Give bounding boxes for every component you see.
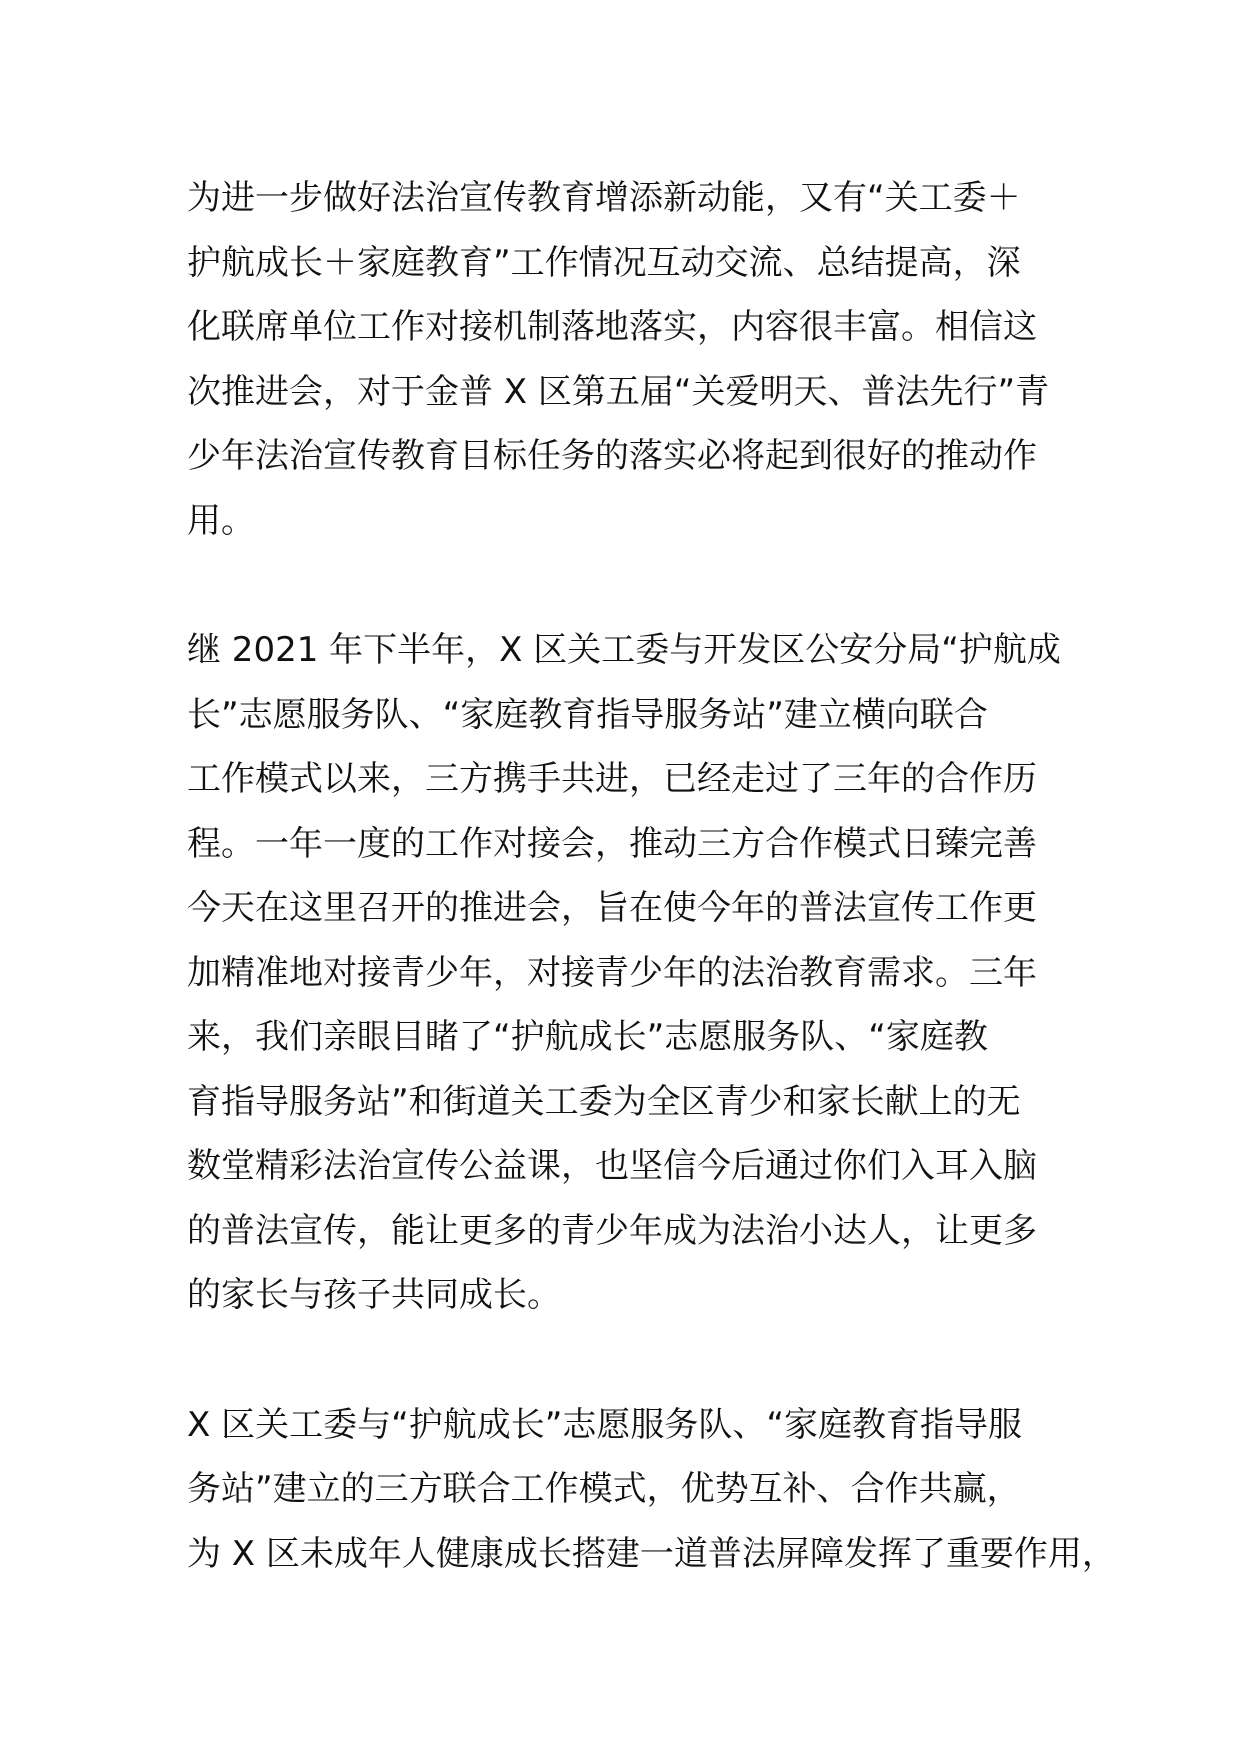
text-line: 化联席单位工作对接机制落地落实，内容很丰富。相信这 xyxy=(187,307,1037,347)
text-line: 加精准地对接青少年，对接青少年的法治教育需求。三年 xyxy=(187,952,1037,993)
text-line: 工作模式以来，三方携手共进，已经走过了三年的合作历 xyxy=(187,759,1037,799)
text-line: 护航成长＋家庭教育”工作情况互动交流、总结提高，深 xyxy=(187,242,1021,283)
paragraph-spacer xyxy=(187,553,1087,618)
text-line: 务站”建立的三方联合工作模式，优势互补、合作共赢， xyxy=(187,1469,1021,1509)
text-line: 程。一年一度的工作对接会，推动三方合作模式日臻完善 xyxy=(187,823,1037,864)
paragraph-1 xyxy=(187,166,1087,553)
document-body xyxy=(187,166,1116,1586)
text-line: 育指导服务站”和街道关工委为全区青少和家长献上的无 xyxy=(187,1081,1021,1122)
text-line: 少年法治宣传教育目标任务的落实必将起到很好的推动作 xyxy=(187,436,1037,476)
text-line: 今天在这里召开的推进会，旨在使今年的普法宣传工作更 xyxy=(187,888,1037,928)
text-line: 为 X 区未成年人健康成长搭建一道普法屏障发挥了重要作用， xyxy=(187,1533,1116,1574)
text-line: 的普法宣传，能让更多的青少年成为法治小达人，让更多 xyxy=(187,1210,1037,1251)
text-line: 为进一步做好法治宣传教育增添新动能，又有“关工委＋ xyxy=(187,178,1021,218)
text-line: 数堂精彩法治宣传公益课，也坚信今后通过你们入耳入脑 xyxy=(187,1146,1037,1186)
text-line: 用。 xyxy=(187,500,255,541)
text-line: 继 2021 年下半年，X 区关工委与开发区公安分局“护航成 xyxy=(187,630,1061,670)
paragraph-3 xyxy=(187,1393,1116,1587)
text-line: 长”志愿服务队、“家庭教育指导服务站”建立横向联合 xyxy=(187,694,988,735)
paragraph-spacer xyxy=(187,1328,1087,1393)
text-line: 的家长与孩子共同成长。 xyxy=(187,1275,561,1315)
paragraph-2 xyxy=(187,618,1087,1328)
text-line: 次推进会，对于金普 X 区第五届“关爱明天、普法先行”青 xyxy=(187,371,1050,412)
text-line: 来，我们亲眼目睹了“护航成长”志愿服务队、“家庭教 xyxy=(187,1017,988,1057)
text-line: X 区关工委与“护航成长”志愿服务队、“家庭教育指导服 xyxy=(187,1404,1022,1445)
